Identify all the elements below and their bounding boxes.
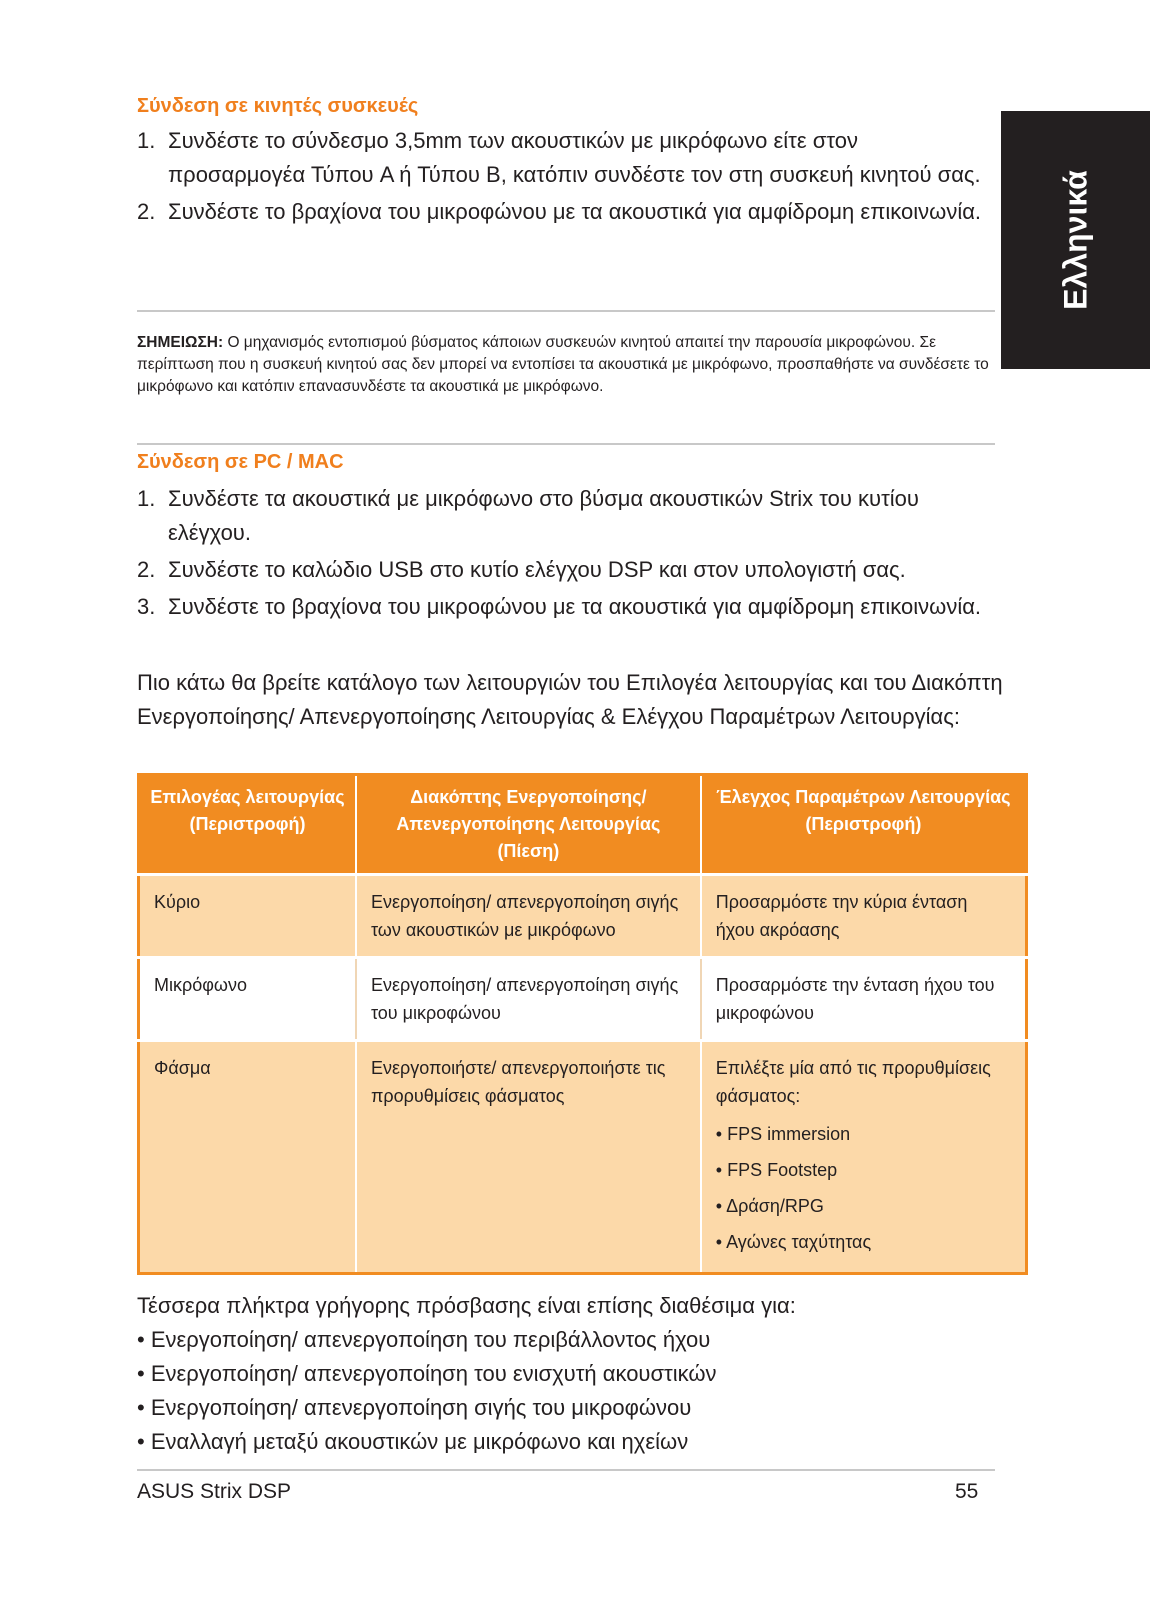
list-item: • FPS Footstep [715, 1160, 838, 1180]
list-item: • Ενεργοποίηση/ απενεργοποίηση του περιβάλλοντος ήχου [137, 1327, 711, 1352]
table-cell: Φάσμα [139, 1041, 356, 1274]
mobile-steps [137, 124, 997, 232]
table-header: Έλεγχος Παραμέτρων Λειτουργίας (Περιστροφή) [701, 775, 1027, 875]
mobile-heading: Σύνδεση σε κινητές συσκευές [137, 95, 419, 117]
pc-steps [137, 482, 997, 627]
table-cell: Μικρόφωνο [139, 958, 356, 1041]
footer-divider [137, 1469, 995, 1471]
language-tab [1001, 111, 1150, 369]
quick-keys-section [137, 1289, 1007, 1459]
divider [137, 443, 995, 445]
note-text: Ο μηχανισμός εντοπισμού βύσματος κάποιων συσκευών κινητού απαιτεί την παρουσία μικροφώνου. Σε περίπτωση που η συσκευή κινητού σας δεν μπορεί να εντοπίσει τα ακουστικά με μικρόφωνο, προσπαθήστε να συνδέσετε το μικρόφωνο και κατόπιν επανασυνδέστε τα ακουστικά με μικρόφωνο. [137, 334, 989, 395]
table-cell: Ενεργοποίηση/ απενεργοποίηση σιγής των ακουστικών με μικρόφωνο [356, 875, 701, 958]
step-number: 2. [137, 199, 156, 224]
step-number: 1. [137, 128, 156, 153]
list-item [137, 590, 997, 624]
pc-heading: Σύνδεση σε PC / MAC [137, 451, 344, 473]
list-item: • Αγώνες ταχύτητας [715, 1232, 872, 1252]
list-item: • Ενεργοποίηση/ απενεργοποίηση του ενισχυτή ακουστικών [137, 1361, 717, 1386]
table-row [139, 1041, 1027, 1274]
step-text: Συνδέστε το σύνδεσμο 3,5mm των ακουστικών με μικρόφωνο είτε στον προσαρμογέα Τύπου A ή Τύπου B, κατόπιν συνδέστε τον στη συσκευή κινητού σας. [168, 128, 981, 187]
table-header: Επιλογέας λειτουργίας (Περιστροφή) [139, 775, 356, 875]
table-row [139, 958, 1027, 1041]
functions-intro: Πιο κάτω θα βρείτε κατάλογο των λειτουργιών του Επιλογέα λειτουργίας και του Διακόπτη Ενεργοποίησης/ Απενεργοποίησης Λειτουργίας & Ελέγχου Παραμέτρων Λειτουργίας: [137, 670, 1003, 729]
list-item: • FPS immersion [715, 1124, 851, 1144]
page-number: 55 [955, 1480, 979, 1503]
functions-table [137, 773, 1028, 1275]
table-cell: Προσαρμόστε την ένταση ήχου του μικροφώνου [701, 958, 1027, 1041]
preset-list [716, 1116, 1011, 1260]
table-cell: Ενεργοποίηση/ απενεργοποίηση σιγής του μικροφώνου [356, 958, 701, 1041]
step-text: Συνδέστε το βραχίονα του μικροφώνου με τα ακουστικά για αμφίδρομη επικοινωνία. [168, 199, 982, 224]
list-item [137, 195, 997, 229]
list-item [137, 124, 997, 192]
footer-product: ASUS Strix DSP [137, 1480, 292, 1503]
divider [137, 310, 995, 312]
step-number: 1. [137, 486, 156, 511]
step-text: Συνδέστε το καλώδιο USB στο κυτίο ελέγχου DSP και στον υπολογιστή σας. [168, 557, 906, 582]
step-text: Συνδέστε τα ακουστικά με μικρόφωνο στο βύσμα ακουστικών Strix του κυτίου ελέγχου. [168, 486, 919, 545]
table-row [139, 875, 1027, 958]
list-item [137, 553, 997, 587]
table-cell: Κύριο [139, 875, 356, 958]
list-item [137, 482, 997, 550]
note-label: ΣΗΜΕΙΩΣΗ: [137, 334, 224, 351]
note-block [137, 332, 997, 398]
table-header: Διακόπτης Ενεργοποίησης/ Απενεργοποίησης Λειτουργίας (Πίεση) [356, 775, 701, 875]
table-cell-text: Επιλέξτε μία από τις προρυθμίσεις φάσματος: [715, 1058, 991, 1106]
language-tab-label: Ελληνικά [1057, 170, 1093, 310]
list-item: • Ενεργοποίηση/ απενεργοποίηση σιγής του μικροφώνου [137, 1395, 692, 1420]
quick-keys-list [137, 1323, 1007, 1459]
table-cell [701, 1041, 1027, 1274]
table-cell: Προσαρμόστε την κύρια ένταση ήχου ακρόασης [701, 875, 1027, 958]
step-number: 2. [137, 557, 156, 582]
list-item: • Εναλλαγή μεταξύ ακουστικών με μικρόφωνο και ηχείων [137, 1429, 689, 1454]
table-cell: Ενεργοποιήστε/ απενεργοποιήστε τις προρυθμίσεις φάσματος [356, 1041, 701, 1274]
step-text: Συνδέστε το βραχίονα του μικροφώνου με τα ακουστικά για αμφίδρομη επικοινωνία. [168, 594, 982, 619]
table-header-row [139, 775, 1027, 875]
quick-keys-intro: Τέσσερα πλήκτρα γρήγορης πρόσβασης είναι επίσης διαθέσιμα για: [137, 1293, 796, 1318]
list-item: • Δράση/RPG [715, 1196, 824, 1216]
step-number: 3. [137, 594, 156, 619]
